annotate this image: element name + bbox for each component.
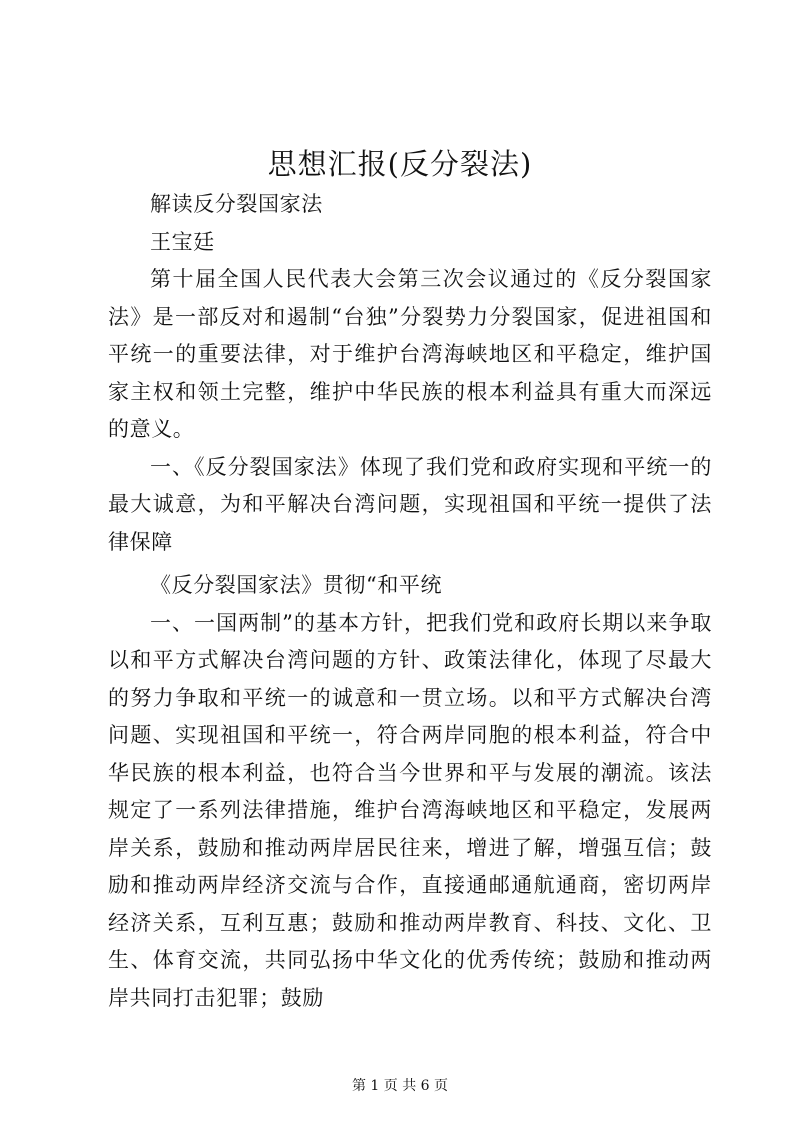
paragraph-intro: 第十届全国人民代表大会第三次会议通过的《反分裂国家法》是一部反对和遏制“台独”分裂势力分裂国家，促进祖国和平统一的重要法律，对于维护台湾海峡地区和平稳定，维护国家主权和领土完整，维护中华民族的根本利益具有重大而深远的意义。: [108, 267, 712, 441]
paragraph-author: 王宝廷: [150, 229, 215, 254]
document-body: [108, 186, 712, 1017]
paragraph-subtitle: 解读反分裂国家法: [150, 192, 323, 216]
paragraph-fragment: 《反分裂国家法》贯彻“和平统: [150, 573, 443, 597]
paragraph-section-heading: 一、《反分裂国家法》体现了我们党和政府实现和平统一的最大诚意，为和平解决台湾问题，实现祖国和平统一提供了法律保障: [108, 454, 712, 554]
page-footer: 第 1 页 共 6 页: [351, 1078, 449, 1094]
document-title: 思想汇报(反分裂法): [267, 147, 533, 181]
paragraph-main: 一、一国两制”的基本方针，把我们党和政府长期以来争取以和平方式解决台湾问题的方针、政策法律化，体现了尽最大的努力争取和平统一的诚意和一贯立场。以和平方式解决台湾问题、实现祖国和平统一，符合两岸同胞的根本利益，符合中华民族的根本利益，也符合当今世界和平与发展的潮流。该法规定了一系列法律措施，维护台湾海峡地区和平稳定，发展两岸关系，鼓励和推动两岸居民往来，增进了解，增强互信；鼓励和推动两岸经济交流与合作，直接通邮通航通商，密切两岸经济关系，互利互惠；鼓励和推动两岸教育、科技、文化、卫生、体育交流，共同弘扬中华文化的优秀传统；鼓励和推动两岸共同打击犯罪；鼓励: [108, 610, 712, 1010]
